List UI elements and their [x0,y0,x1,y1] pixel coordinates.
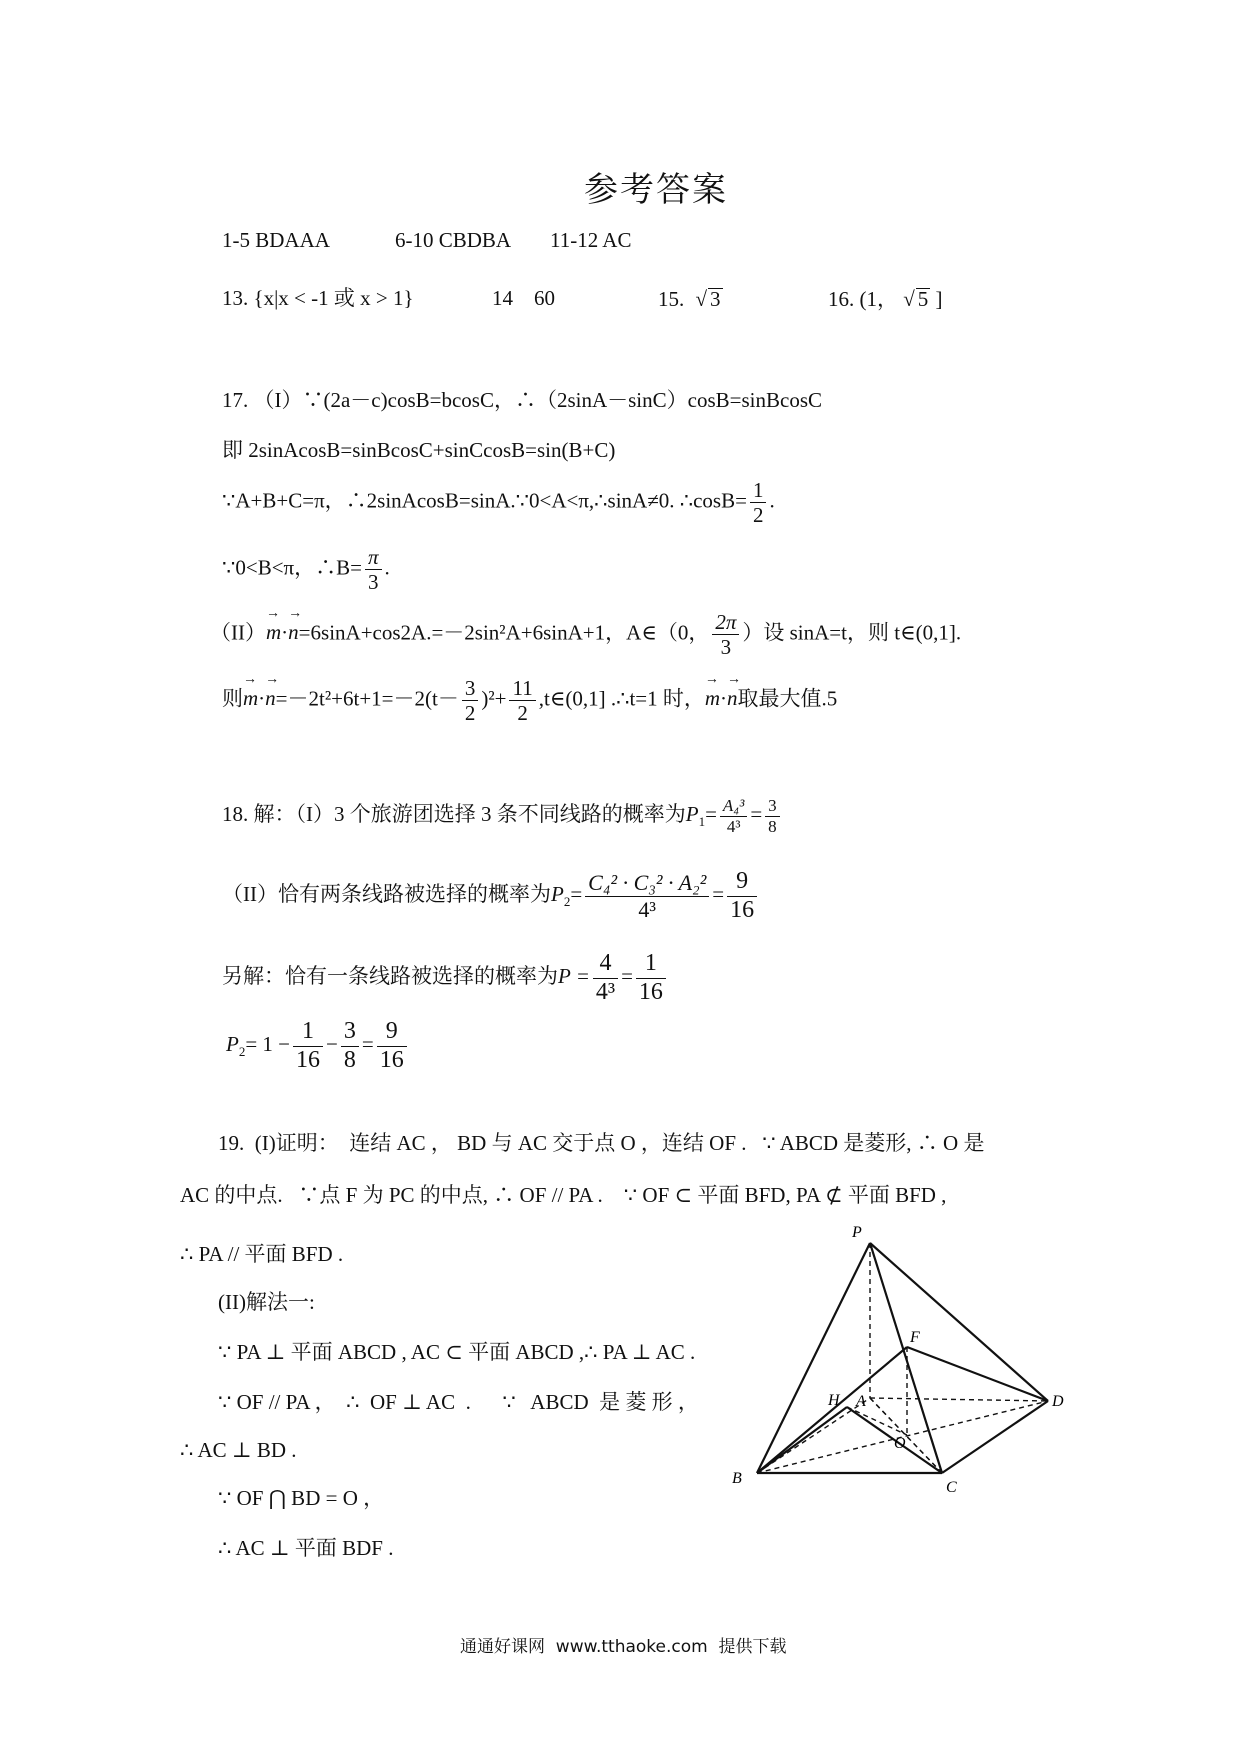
q19-line-5: ∵ PA ⊥ 平面 ABCD , AC ⊂ 平面 ABCD ,∴ PA ⊥ AC . [218,1340,696,1364]
choice-answers-6-10: 6-10 CBDBA [395,228,512,252]
q18-line-1-text: 18. 解：（I）3 个旅游团选择 3 条不同线路的概率为 [222,801,686,826]
dot-operator: · [720,686,728,711]
q17-line-6-text-a: =－2t²+6t+1=－2(t－ [275,686,459,711]
fraction-denominator: 8 [768,816,777,836]
vector-n: → n [265,688,276,709]
q17-line-6-text-b: )²+ [481,686,507,711]
fraction-denominator: 3 [368,570,379,595]
answer-16-end: ] [935,287,943,311]
q17-line-3-end: . [769,488,775,513]
fraction-denominator: 2 [464,701,476,726]
edge-ho-hidden [847,1407,907,1435]
label-o: O [894,1435,906,1452]
fraction-eleven-half [509,676,535,725]
edge-bf [757,1347,907,1473]
q17-line-4 [222,545,390,594]
footer-download-note: 通通好课网 www.tthaoke.com 提供下载 [460,1637,787,1657]
vector-m: → m [243,688,258,709]
fraction-denominator: 16 [379,1046,404,1073]
fraction-arrangement [720,796,747,836]
q17-line-6 [222,676,837,725]
q19-line-6: ∵ OF // PA ， ∴ OF ⊥ AC . ∵ ABCD 是 菱 形 ， [218,1390,699,1414]
fraction-denominator: 2 [752,503,764,528]
answer-15-radicand: 3 [710,287,721,311]
fraction-numerator: 3 [341,1018,359,1047]
fraction-four-over-64 [593,950,618,1006]
q17-line-2: 即 2sinAcosB=sinBcosC+sinCcosB=sin(B+C) [222,438,616,462]
label-f: F [910,1329,920,1346]
answer-15-label: 15. [658,287,685,311]
fraction-two-pi-third [712,610,739,659]
edge-pd [870,1243,1048,1401]
edge-ba-hidden [757,1398,870,1473]
q18-line-3: 另解：恰有一条线路被选择的概率为P = $\frac{4}{\text{4³}}$ = $\frac{1}{16}$ [222,950,669,1006]
fraction-numerator: 1 [293,1018,323,1047]
fraction-three-eighths [341,1018,359,1074]
fraction-denominator: 16 [730,896,755,923]
label-h: H [828,1392,840,1409]
fraction-denominator: 8 [343,1046,356,1073]
fraction-denominator: 4³ [638,896,657,922]
q18-line-4: $P_2= 1$ − $\frac{1}{16}$ − $\frac{3}{8}$ = $\frac{9}{16}$ [226,1018,410,1074]
q17-line-5-text: =6sinA+cos2A.=－2sin²A+6sinA+1，A∈（0， [298,620,710,645]
fraction-numerator: π [365,545,382,570]
fraction-numerator: 9 [377,1018,407,1047]
fraction-three-eighths [765,796,780,836]
fraction-numerator: 3 [765,796,780,817]
subscript: 2 [238,1044,246,1060]
subscript: 1 [698,814,706,830]
q19-line-1: 19. (I)证明： 连结 AC ， BD 与 AC 交于点 O ，连结 OF . ∵ ABCD 是菱形, ∴ O 是 [218,1131,985,1155]
subscript: 2 [563,894,571,910]
q17-line-6-prefix: 则 [222,686,243,711]
fraction-denominator: 2 [517,701,528,726]
q18-line-3-text: 另解：恰有一条线路被选择的概率为 [222,963,558,988]
probability-p: P [226,1031,239,1056]
label-b: B [732,1470,742,1487]
q17-line-4-end: . [384,555,390,580]
fraction-combination [585,870,709,922]
q19-line-9: ∴ AC ⊥ 平面 BDF . [218,1536,394,1560]
vector-m: → m [266,622,281,643]
q19-line-4: (II)解法一: [218,1290,315,1314]
q18-line-2-text: （II）恰有两条线路被选择的概率为 [222,881,551,906]
q19-line-7: ∴ AC ⊥ BD . [180,1438,297,1462]
page-title: 参考答案 [584,172,728,209]
probability-p: P = [558,963,590,988]
label-d: D [1052,1393,1064,1410]
probability-p: P [551,881,564,906]
edge-pc [870,1243,942,1473]
fraction-numerator: 1 [636,950,666,979]
fraction-numerator: 3 [462,676,479,701]
q17-line-5 [210,610,961,659]
label-p: P [852,1224,862,1241]
fraction-one-half [750,478,767,527]
answer-16-radicand: 5 [917,287,929,311]
probability-p: P [685,801,699,826]
fraction-one-sixteenth [293,1018,323,1074]
q17-line-6-text-c: ,t∈(0,1] .∴t=1 时， [538,686,705,711]
fraction-nine-sixteenths [727,868,757,924]
fraction-numerator: C₄² · C₃² · A₂² [585,870,709,896]
q17-line-3 [222,478,775,527]
edge-bh [757,1407,847,1473]
dot-operator: · [281,620,289,645]
q17-line-5-end: ）设 sinA=t，则 t∈(0,1]. [742,620,962,645]
answer-16: 16. (1， √ 5 ] [828,287,943,311]
vector-n: → n [288,622,299,643]
q17-line-1: 17. （I）∵(2a－c)cosB=bcosC，∴（2sinA－sinC）cosB=sinBcosC [222,388,823,412]
label-c: C [946,1479,957,1496]
edge-pb [757,1243,870,1473]
edge-cd [942,1401,1048,1473]
label-a: A [856,1393,866,1410]
pyramid-figure [720,1220,1080,1500]
fraction-denominator: 4³ [595,978,616,1005]
fraction-numerator: 2π [712,610,739,635]
fraction-pi-third [365,545,382,594]
fraction-numerator: 1 [750,478,767,503]
choice-answers-1-5: 1-5 BDAAA [222,228,330,252]
fraction-three-half [462,676,479,725]
q17-line-3-text: ∵A+B+C=π，∴2sinAcosB=sinA.∵0<A<π,∴sinA≠0. ∴cosB= [222,488,747,513]
q18-line-2: （II）恰有两条线路被选择的概率为$P_2=$ $\frac{\text{C₄² · C₃² · A₂²}}{\text{4³}}$ = $\frac{9}{16}$ [222,868,760,924]
fraction-nine-sixteenths [377,1018,407,1074]
fraction-denominator: 16 [296,1046,321,1073]
answer-14: 14 60 [492,286,555,310]
q17-part-2-label: （II） [210,620,266,645]
fraction-numerator: 9 [727,868,757,897]
fraction-one-sixteenth [636,950,666,1006]
fraction-numerator: A₄³ [720,796,747,817]
fraction-numerator: 11 [509,676,535,701]
fraction-numerator: 4 [593,950,618,979]
fraction-denominator: 3 [720,635,732,660]
answer-16-label: 16. (1， [828,287,898,311]
fraction-denominator: 4³ [726,816,741,836]
vector-n: → n [727,688,738,709]
q17-line-4-text: ∵0<B<π，∴B= [222,555,363,580]
equals-sign: = [705,801,717,826]
choice-answers-11-12: 11-12 AC [550,228,632,252]
q19-line-2: AC 的中点. ∵点 F 为 PC 的中点, ∴ OF // PA . ∵ OF ⊂ 平面 BFD, PA ⊄ 平面 BFD , [180,1183,947,1207]
fraction-denominator: 16 [638,978,663,1005]
answer-13: 13. {x|x < -1 或 x > 1} [222,286,414,310]
edge-fd [907,1347,1048,1401]
q18-line-4-text: = 1 − [245,1031,291,1056]
dot-operator: · [258,686,266,711]
q19-line-3: ∴ PA // 平面 BFD . [180,1242,344,1266]
q17-line-6-text-d: 取最大值.5 [737,686,838,711]
edge-ad-hidden [870,1398,1048,1401]
q19-line-8: ∵ OF ⋂ BD = O ， [218,1486,385,1510]
q18-line-1: 18. 解：（I）3 个旅游团选择 3 条不同线路的概率为$P_1=$ $\frac{\text{A₄³}}{\text{4³}}$ = $\frac{3}{8}$ [222,796,783,836]
vector-m: → m [705,688,720,709]
answer-15: 15. √ 3 [658,287,721,311]
